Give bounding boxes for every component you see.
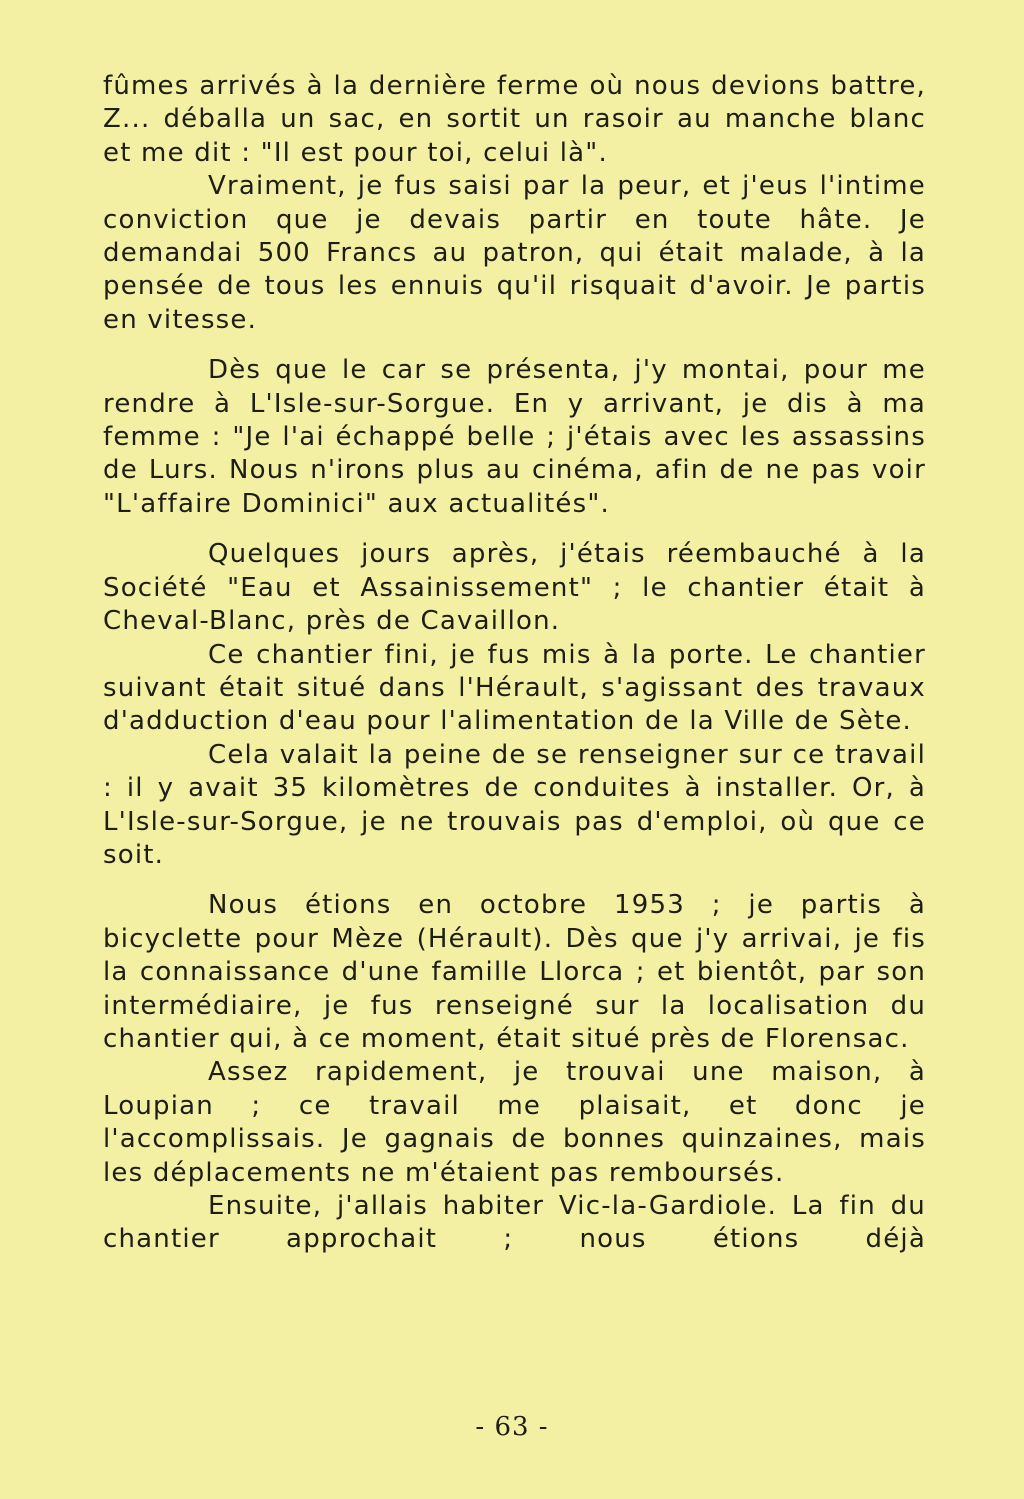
paragraph-3: Dès que le car se présenta, j'y montai, pour me rendre à L'Isle-sur-Sorgue. En y arrivant, je dis à ma femme : "Je l'ai échappé belle ; j'étais avec les assassins de Lurs. Nous n'irons plus au cinéma, afin de ne pas voir "L'affaire Dominici" aux actualités". (103, 355, 926, 519)
paragraph-4: Quelques jours après, j'étais réembauché à la Société "Eau et Assainissement" ; le chantier était à Cheval-Blanc, près de Cavaillon. (103, 539, 926, 637)
paragraph-9: Ensuite, j'allais habiter Vic-la-Gardiole. La fin du chantier approchait ; nous étions déjà (103, 1191, 926, 1255)
page-number: - 63 - (475, 1412, 549, 1442)
paragraph-6: Cela valait la peine de se renseigner sur ce travail : il y avait 35 kilomètres de conduites à installer. Or, à L'Isle-sur-Sorgue, je ne trouvais pas d'emploi, où que ce soit. (103, 739, 926, 870)
paragraph-8: Assez rapidement, je trouvai une maison, à Loupian ; ce travail me plaisait, et donc je l'accomplissais. Je gagnais de bonnes quinzaines, mais les déplacements ne m'étaient pas remboursés. (103, 1057, 926, 1188)
body-text (103, 70, 926, 1257)
paragraph-5: Ce chantier fini, je fus mis à la porte. Le chantier suivant était situé dans l'Hérault, s'agissant des travaux d'adduction d'eau pour l'alimentation de la Ville de Sète. (103, 639, 926, 737)
paragraph-1: fûmes arrivés à la dernière ferme où nous devions battre, Z... déballa un sac, en sortit un rasoir au manche blanc et me dit : "Il est pour toi, celui là". (103, 71, 926, 168)
paragraph-2: Vraiment, je fus saisi par la peur, et j'eus l'intime conviction que je devais partir en toute hâte. Je demandai 500 Francs au patron, qui était malade, à la pensée de tous les ennuis qu'il risquait d'avoir. Je partis en vitesse. (103, 171, 926, 335)
paragraph-7: Nous étions en octobre 1953 ; je partis à bicyclette pour Mèze (Hérault). Dès que j'y arrivai, je fis la connaissance d'une famille Llorca ; et bientôt, par son intermédiaire, je fus renseigné sur la localisation du chantier qui, à ce moment, était situé près de Florensac. (103, 890, 926, 1054)
